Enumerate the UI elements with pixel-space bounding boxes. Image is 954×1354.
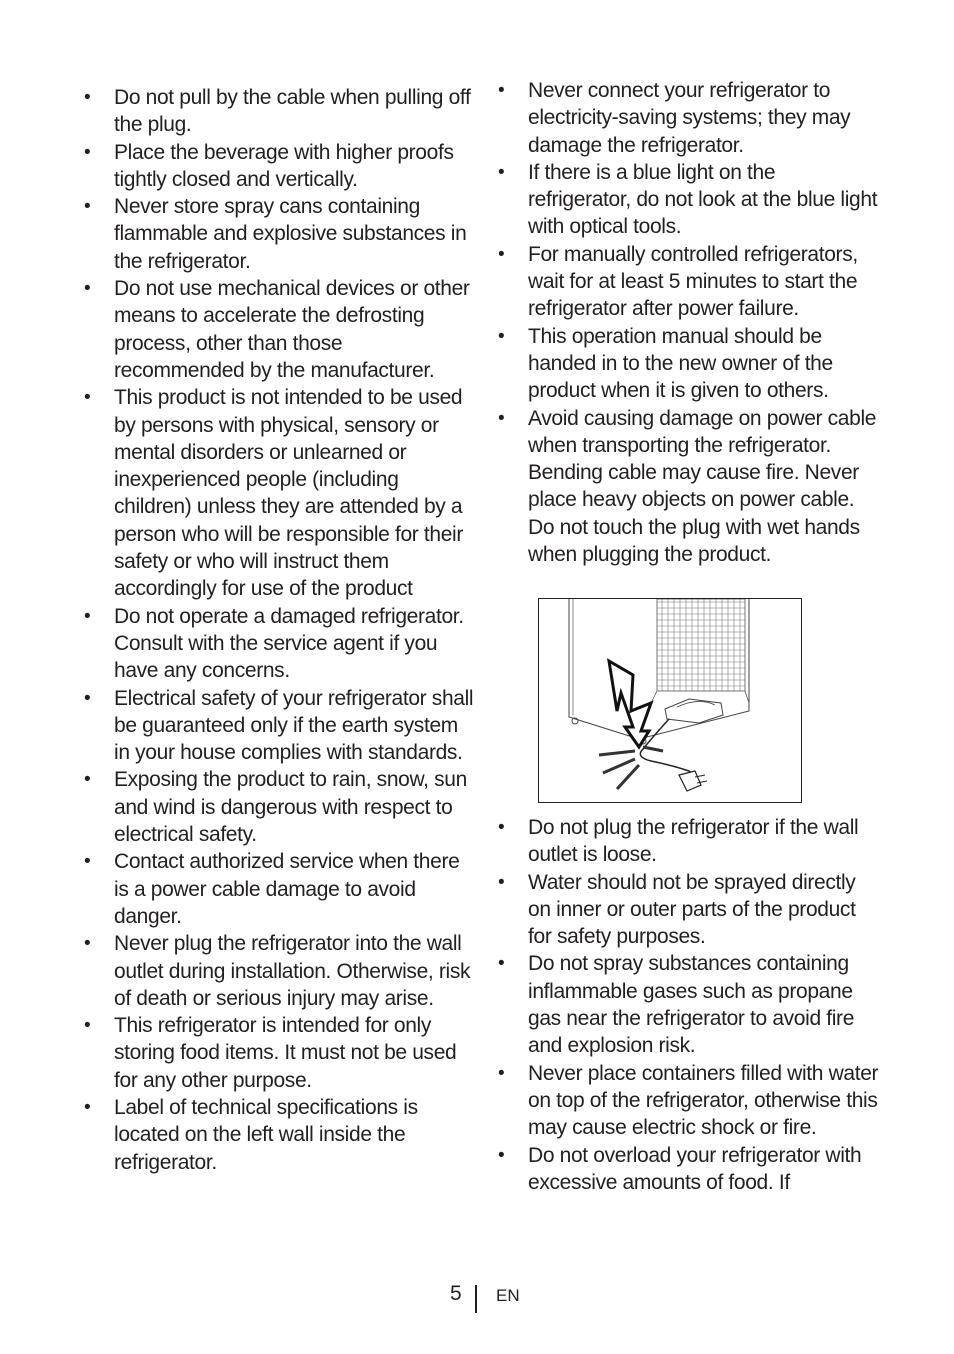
list-item: • If there is a blue light on the refrigerator, do not look at the blue light with optical tools. [498, 159, 883, 241]
list-item: • Never place containers filled with water on top of the refrigerator, otherwise this may cause electric shock or fire. [498, 1060, 883, 1142]
list-item: • Water should not be sprayed directly on inner or outer parts of the product for safety purposes. [498, 869, 883, 951]
safety-list-right-bottom [498, 814, 883, 1196]
list-item: • Do not plug the refrigerator if the wall outlet is loose. [498, 814, 883, 869]
list-item: • Never connect your refrigerator to electricity-saving systems; they may damage the refrigerator. [498, 77, 883, 159]
safety-list-right-top [498, 77, 883, 568]
list-item: • Exposing the product to rain, snow, sun and wind is dangerous with respect to electrical safety. [84, 766, 474, 848]
list-item: • This product is not intended to be used by persons with physical, sensory or mental disorders or unlearned or inexperienced people (including children) unless they are attended by a person who will be responsible for their safety or who will instruct them accordingly for use of the product [84, 384, 474, 602]
power-cable-warning-illustration [539, 599, 800, 801]
list-item: • Electrical safety of your refrigerator shall be guaranteed only if the earth system in your house complies with standards. [84, 685, 474, 767]
right-column-top [498, 77, 883, 568]
safety-list-left [84, 84, 474, 1176]
right-column-bottom [498, 814, 883, 1196]
list-item: • Place the beverage with higher proofs tightly closed and vertically. [84, 139, 474, 194]
list-item: • Contact authorized service when there is a power cable damage to avoid danger. [84, 848, 474, 930]
list-item: • Do not spray substances containing inflammable gases such as propane gas near the refrigerator to avoid fire and explosion risk. [498, 950, 883, 1059]
list-item: • This operation manual should be handed in to the new owner of the product when it is given to others. [498, 323, 883, 405]
list-item: • Never plug the refrigerator into the wall outlet during installation. Otherwise, risk of death or serious injury may arise. [84, 930, 474, 1012]
power-cable-warning-figure [538, 598, 802, 803]
list-item: • Avoid causing damage on power cable when transporting the refrigerator. Bending cable may cause fire. Never place heavy objects on power cable. Do not touch the plug with wet hands when plugging the product. [498, 405, 883, 569]
list-item: • Never store spray cans containing flammable and explosive substances in the refrigerator. [84, 193, 474, 275]
list-item: • This refrigerator is intended for only storing food items. It must not be used for any other purpose. [84, 1012, 474, 1094]
left-column [84, 84, 474, 1176]
language-code: EN [496, 1286, 520, 1305]
list-item: • Do not use mechanical devices or other means to accelerate the defrosting process, other than those recommended by the manufacturer. [84, 275, 474, 384]
list-item: • Label of technical specifications is located on the left wall inside the refrigerator. [84, 1094, 474, 1176]
page-number: 5 [450, 1282, 462, 1305]
list-item: • Do not pull by the cable when pulling off the plug. [84, 84, 474, 139]
list-item: • Do not overload your refrigerator with excessive amounts of food. If [498, 1142, 883, 1197]
footer-divider [475, 1285, 477, 1313]
list-item: • Do not operate a damaged refrigerator. Consult with the service agent if you have any concerns. [84, 603, 474, 685]
page-footer [0, 1280, 954, 1316]
list-item: • For manually controlled refrigerators, wait for at least 5 minutes to start the refrigerator after power failure. [498, 241, 883, 323]
